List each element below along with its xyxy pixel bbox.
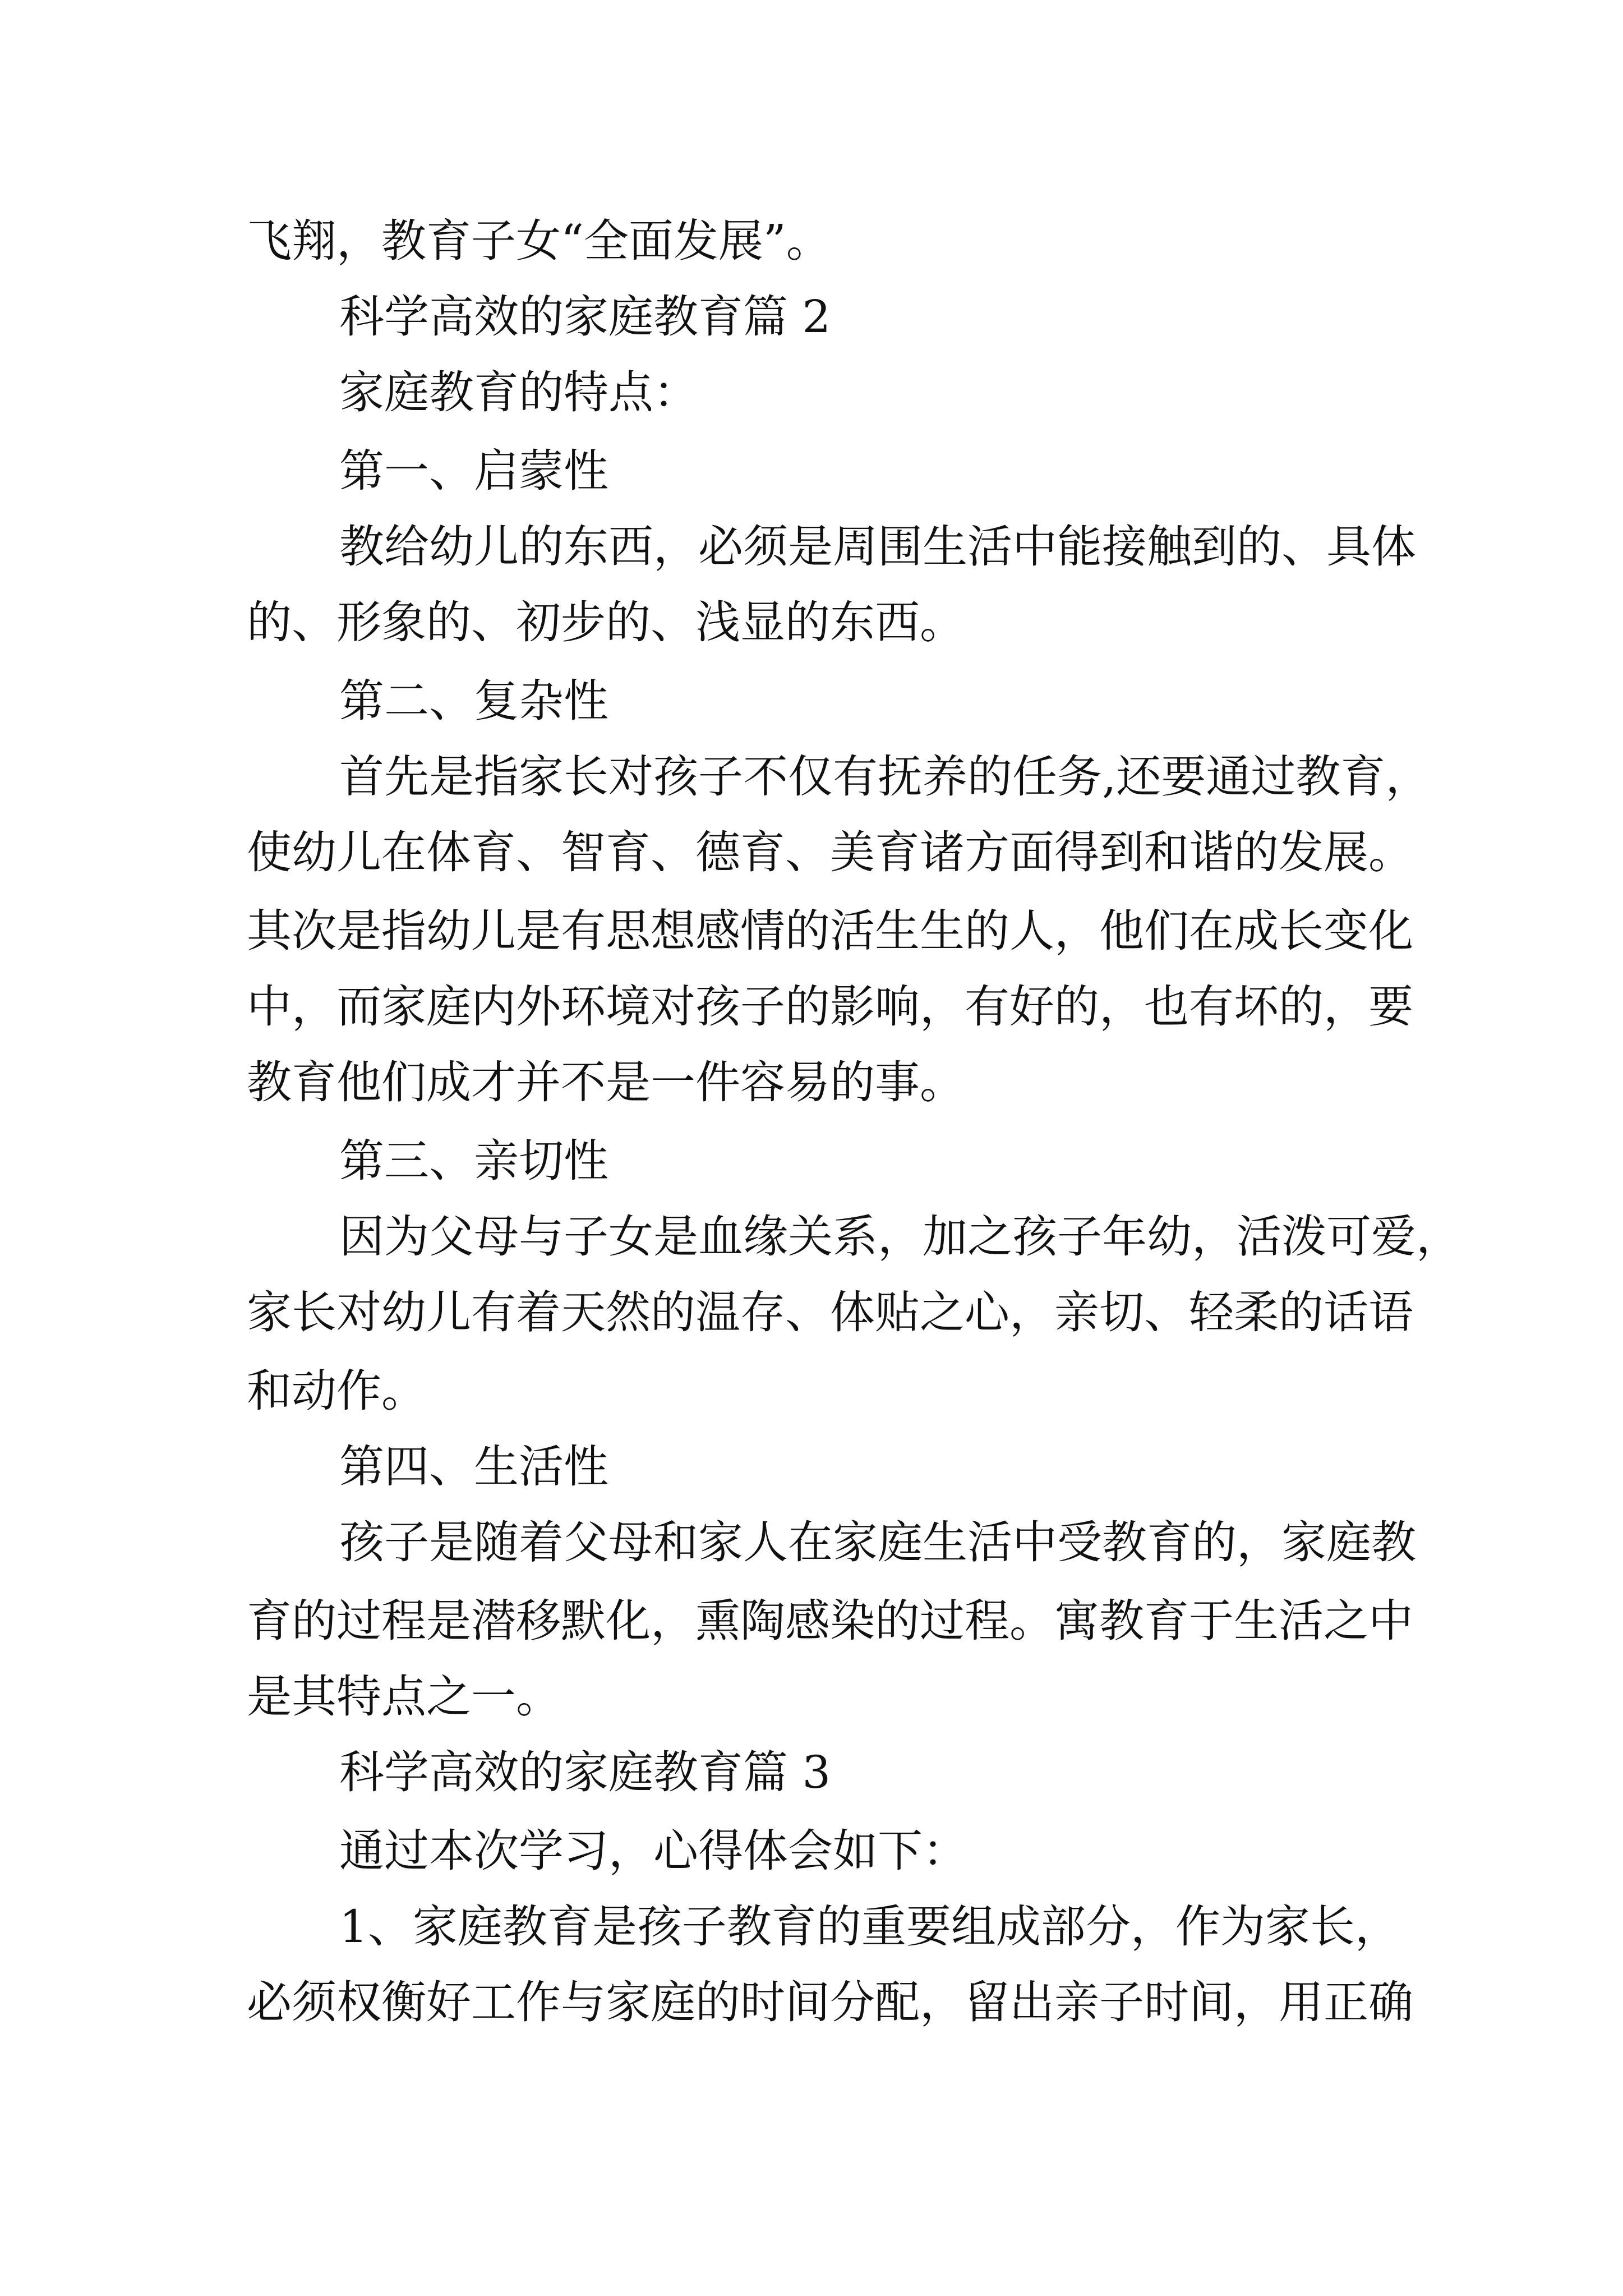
paragraph-line: 必须权衡好工作与家庭的时间分配，留出亲子时间，用正确 bbox=[247, 1976, 1413, 2028]
paragraph-line: 家庭教育的特点： bbox=[339, 366, 698, 418]
paragraph-line: 其次是指幼儿是有思想感情的活生生的人，他们在成长变化 bbox=[247, 905, 1413, 957]
section-heading-part-2: 科学高效的家庭教育篇 2 bbox=[339, 291, 831, 343]
text-line-continuation: 飞翔，教育子女“全面发展”。 bbox=[247, 215, 831, 267]
paragraph-line: 使幼儿在体育、智育、德育、美育诸方面得到和谐的发展。 bbox=[247, 826, 1413, 878]
paragraph-line: 和动作。 bbox=[247, 1365, 426, 1417]
paragraph-line: 家长对幼儿有着天然的温存、体贴之心，亲切、轻柔的话语 bbox=[247, 1286, 1413, 1338]
subheading-line: 第二、复杂性 bbox=[339, 675, 608, 727]
paragraph-line: 教给幼儿的东西，必须是周围生活中能接触到的、具体 bbox=[339, 521, 1416, 573]
paragraph-line: 教育他们成才并不是一件容易的事。 bbox=[247, 1056, 965, 1108]
subheading-line: 第四、生活性 bbox=[339, 1441, 608, 1493]
section-heading-part-3: 科学高效的家庭教育篇 3 bbox=[339, 1746, 831, 1798]
paragraph-line: 首先是指家长对孩子不仅有抚养的任务,还要通过教育， bbox=[339, 751, 1431, 803]
paragraph-line: 育的过程是潜移默化，熏陶感染的过程。寓教育于生活之中 bbox=[247, 1595, 1413, 1647]
paragraph-line: 是其特点之一。 bbox=[247, 1671, 561, 1723]
paragraph-line: 中，而家庭内外环境对孩子的影响，有好的，也有坏的，要 bbox=[247, 981, 1413, 1033]
paragraph-line: 通过本次学习，心得体会如下： bbox=[339, 1825, 967, 1877]
paragraph-line: 的、形象的、初步的、浅显的东西。 bbox=[247, 596, 965, 648]
subheading-line: 第三、亲切性 bbox=[339, 1135, 608, 1187]
subheading-line: 第一、启蒙性 bbox=[339, 445, 608, 497]
paragraph-line: 1、家庭教育是孩子教育的重要组成部分，作为家长， bbox=[339, 1901, 1400, 1953]
paragraph-line: 孩子是随着父母和家人在家庭生活中受教育的，家庭教 bbox=[339, 1516, 1416, 1568]
paragraph-line: 因为父母与子女是血缘关系，加之孩子年幼，活泼可爱， bbox=[339, 1211, 1461, 1263]
